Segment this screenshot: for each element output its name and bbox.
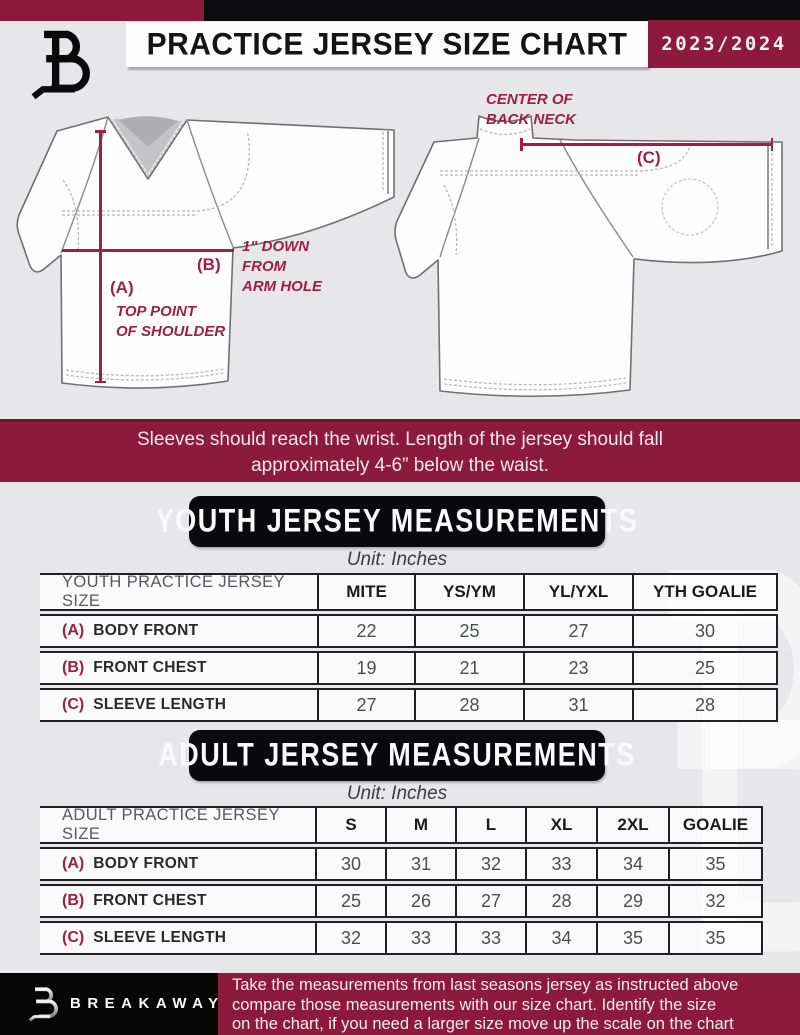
table-row (40, 651, 778, 685)
measurement-value: 25 (632, 653, 778, 683)
measurement-value: 28 (414, 690, 523, 720)
measurement-name-cell (40, 923, 315, 953)
size-column-header: GOALIE (668, 808, 763, 842)
measurement-value: 32 (315, 923, 385, 953)
note-a: TOP POINT OF SHOULDER (116, 303, 226, 340)
label-a: (A) (110, 278, 134, 297)
size-column-header: S (315, 808, 385, 842)
row-label: SLEEVE LENGTH (93, 696, 227, 713)
measurement-value: 35 (596, 923, 668, 953)
table-corner-header: YOUTH PRACTICE JERSEY SIZE (62, 573, 285, 610)
measurement-value: 19 (317, 653, 414, 683)
measurement-value: 25 (414, 616, 523, 646)
measure-line-c (520, 143, 773, 146)
row-key: (C) (62, 929, 85, 946)
measurement-value: 23 (523, 653, 632, 683)
measurement-value: 22 (317, 616, 414, 646)
measurement-value: 35 (668, 849, 763, 879)
adult-measurements-table (40, 806, 763, 955)
table-corner-header: ADULT PRACTICE JERSEY SIZE (62, 806, 280, 843)
row-label: FRONT CHEST (93, 892, 207, 909)
measurement-name-cell (40, 653, 317, 683)
measurement-name-cell (40, 886, 315, 916)
measurement-value: 34 (525, 923, 596, 953)
measurement-value: 29 (596, 886, 668, 916)
measurement-name-cell (40, 849, 315, 879)
label-b: (B) (197, 255, 221, 274)
measurement-value: 26 (385, 886, 455, 916)
adult-unit-label: Unit: Inches (346, 783, 448, 804)
size-column-header: L (455, 808, 525, 842)
size-column-header: XL (525, 808, 596, 842)
row-key: (B) (62, 892, 85, 909)
measurement-value: 27 (455, 886, 525, 916)
table-header-row (40, 806, 763, 844)
size-column-header: YTH GOALIE (632, 575, 778, 609)
measure-line-b (62, 249, 234, 252)
table-row (40, 884, 763, 918)
measurement-name-cell (40, 690, 317, 720)
measurement-value: 28 (525, 886, 596, 916)
measurement-value: 27 (523, 616, 632, 646)
row-label: BODY FRONT (93, 855, 199, 872)
measurement-name-cell (40, 616, 317, 646)
table-header-row (40, 573, 778, 611)
table-row (40, 614, 778, 648)
measurement-value: 21 (414, 653, 523, 683)
measurement-value: 33 (525, 849, 596, 879)
measurement-value: 33 (385, 923, 455, 953)
row-label: SLEEVE LENGTH (93, 929, 227, 946)
top-strip-black (204, 0, 800, 21)
youth-measurements-table (40, 573, 778, 722)
top-strip-maroon (0, 0, 204, 21)
size-column-header: YL/YXL (523, 575, 632, 609)
notice-banner (0, 419, 800, 482)
measurement-value: 27 (317, 690, 414, 720)
season-badge: 2023/2024 (648, 20, 800, 68)
row-key: (A) (62, 622, 85, 639)
adult-section-title: ADULT JERSEY MEASUREMENTS (158, 736, 636, 773)
page-title: PRACTICE JERSEY SIZE CHART (146, 26, 628, 62)
footer-brand-name: BREAKAWAY (70, 995, 225, 1012)
label-c: (C) (637, 148, 661, 167)
measurement-value: 25 (315, 886, 385, 916)
table-row (40, 847, 763, 881)
row-key: (A) (62, 855, 85, 872)
measurement-value: 31 (523, 690, 632, 720)
measurement-value: 28 (632, 690, 778, 720)
youth-unit-label: Unit: Inches (346, 549, 448, 570)
measurement-value: 35 (668, 923, 763, 953)
measurement-value: 32 (668, 886, 763, 916)
table-row (40, 688, 778, 722)
row-label: BODY FRONT (93, 622, 199, 639)
adult-section-title-pill (158, 730, 636, 781)
youth-section-title: YOUTH JERSEY MEASUREMENTS (155, 502, 639, 539)
measurement-value: 30 (632, 616, 778, 646)
measurement-value: 31 (385, 849, 455, 879)
measurement-value: 32 (455, 849, 525, 879)
back-jersey-diagram (395, 116, 782, 396)
notice-line-1: Sleeves should reach the wrist. Length of the jersey should fall (137, 429, 663, 450)
footer-breakaway-logo-icon (26, 985, 62, 1023)
footer-line-2: compare those measurements with our size chart. Identify the size (232, 995, 717, 1014)
notice-line-2: approximately 4-6” below the waist. (251, 454, 549, 476)
footer-instructions (232, 976, 792, 1035)
measurement-value: 34 (596, 849, 668, 879)
table-row (40, 921, 763, 955)
size-column-header: MITE (317, 575, 414, 609)
front-jersey-diagram (17, 116, 394, 388)
title-box (126, 22, 648, 67)
size-column-header: YS/YM (414, 575, 523, 609)
youth-section-title-pill (155, 496, 639, 547)
measurement-value: 33 (455, 923, 525, 953)
note-c: CENTER OF BACK NECK (486, 91, 576, 128)
row-label: FRONT CHEST (93, 659, 207, 676)
measurement-value: 30 (315, 849, 385, 879)
note-b: 1" DOWN FROM ARM HOLE (242, 238, 322, 295)
row-key: (B) (62, 659, 85, 676)
jersey-diagrams (0, 85, 800, 420)
footer-line-3: on the chart, if you need a larger size move up the scale on the chart (232, 1015, 734, 1033)
size-column-header: M (385, 808, 455, 842)
jersey-line-art (0, 85, 800, 420)
row-key: (C) (62, 696, 85, 713)
footer-line-1: Take the measurements from last seasons jersey as instructed above (232, 976, 739, 994)
measure-line-a (99, 130, 102, 383)
size-column-header: 2XL (596, 808, 668, 842)
